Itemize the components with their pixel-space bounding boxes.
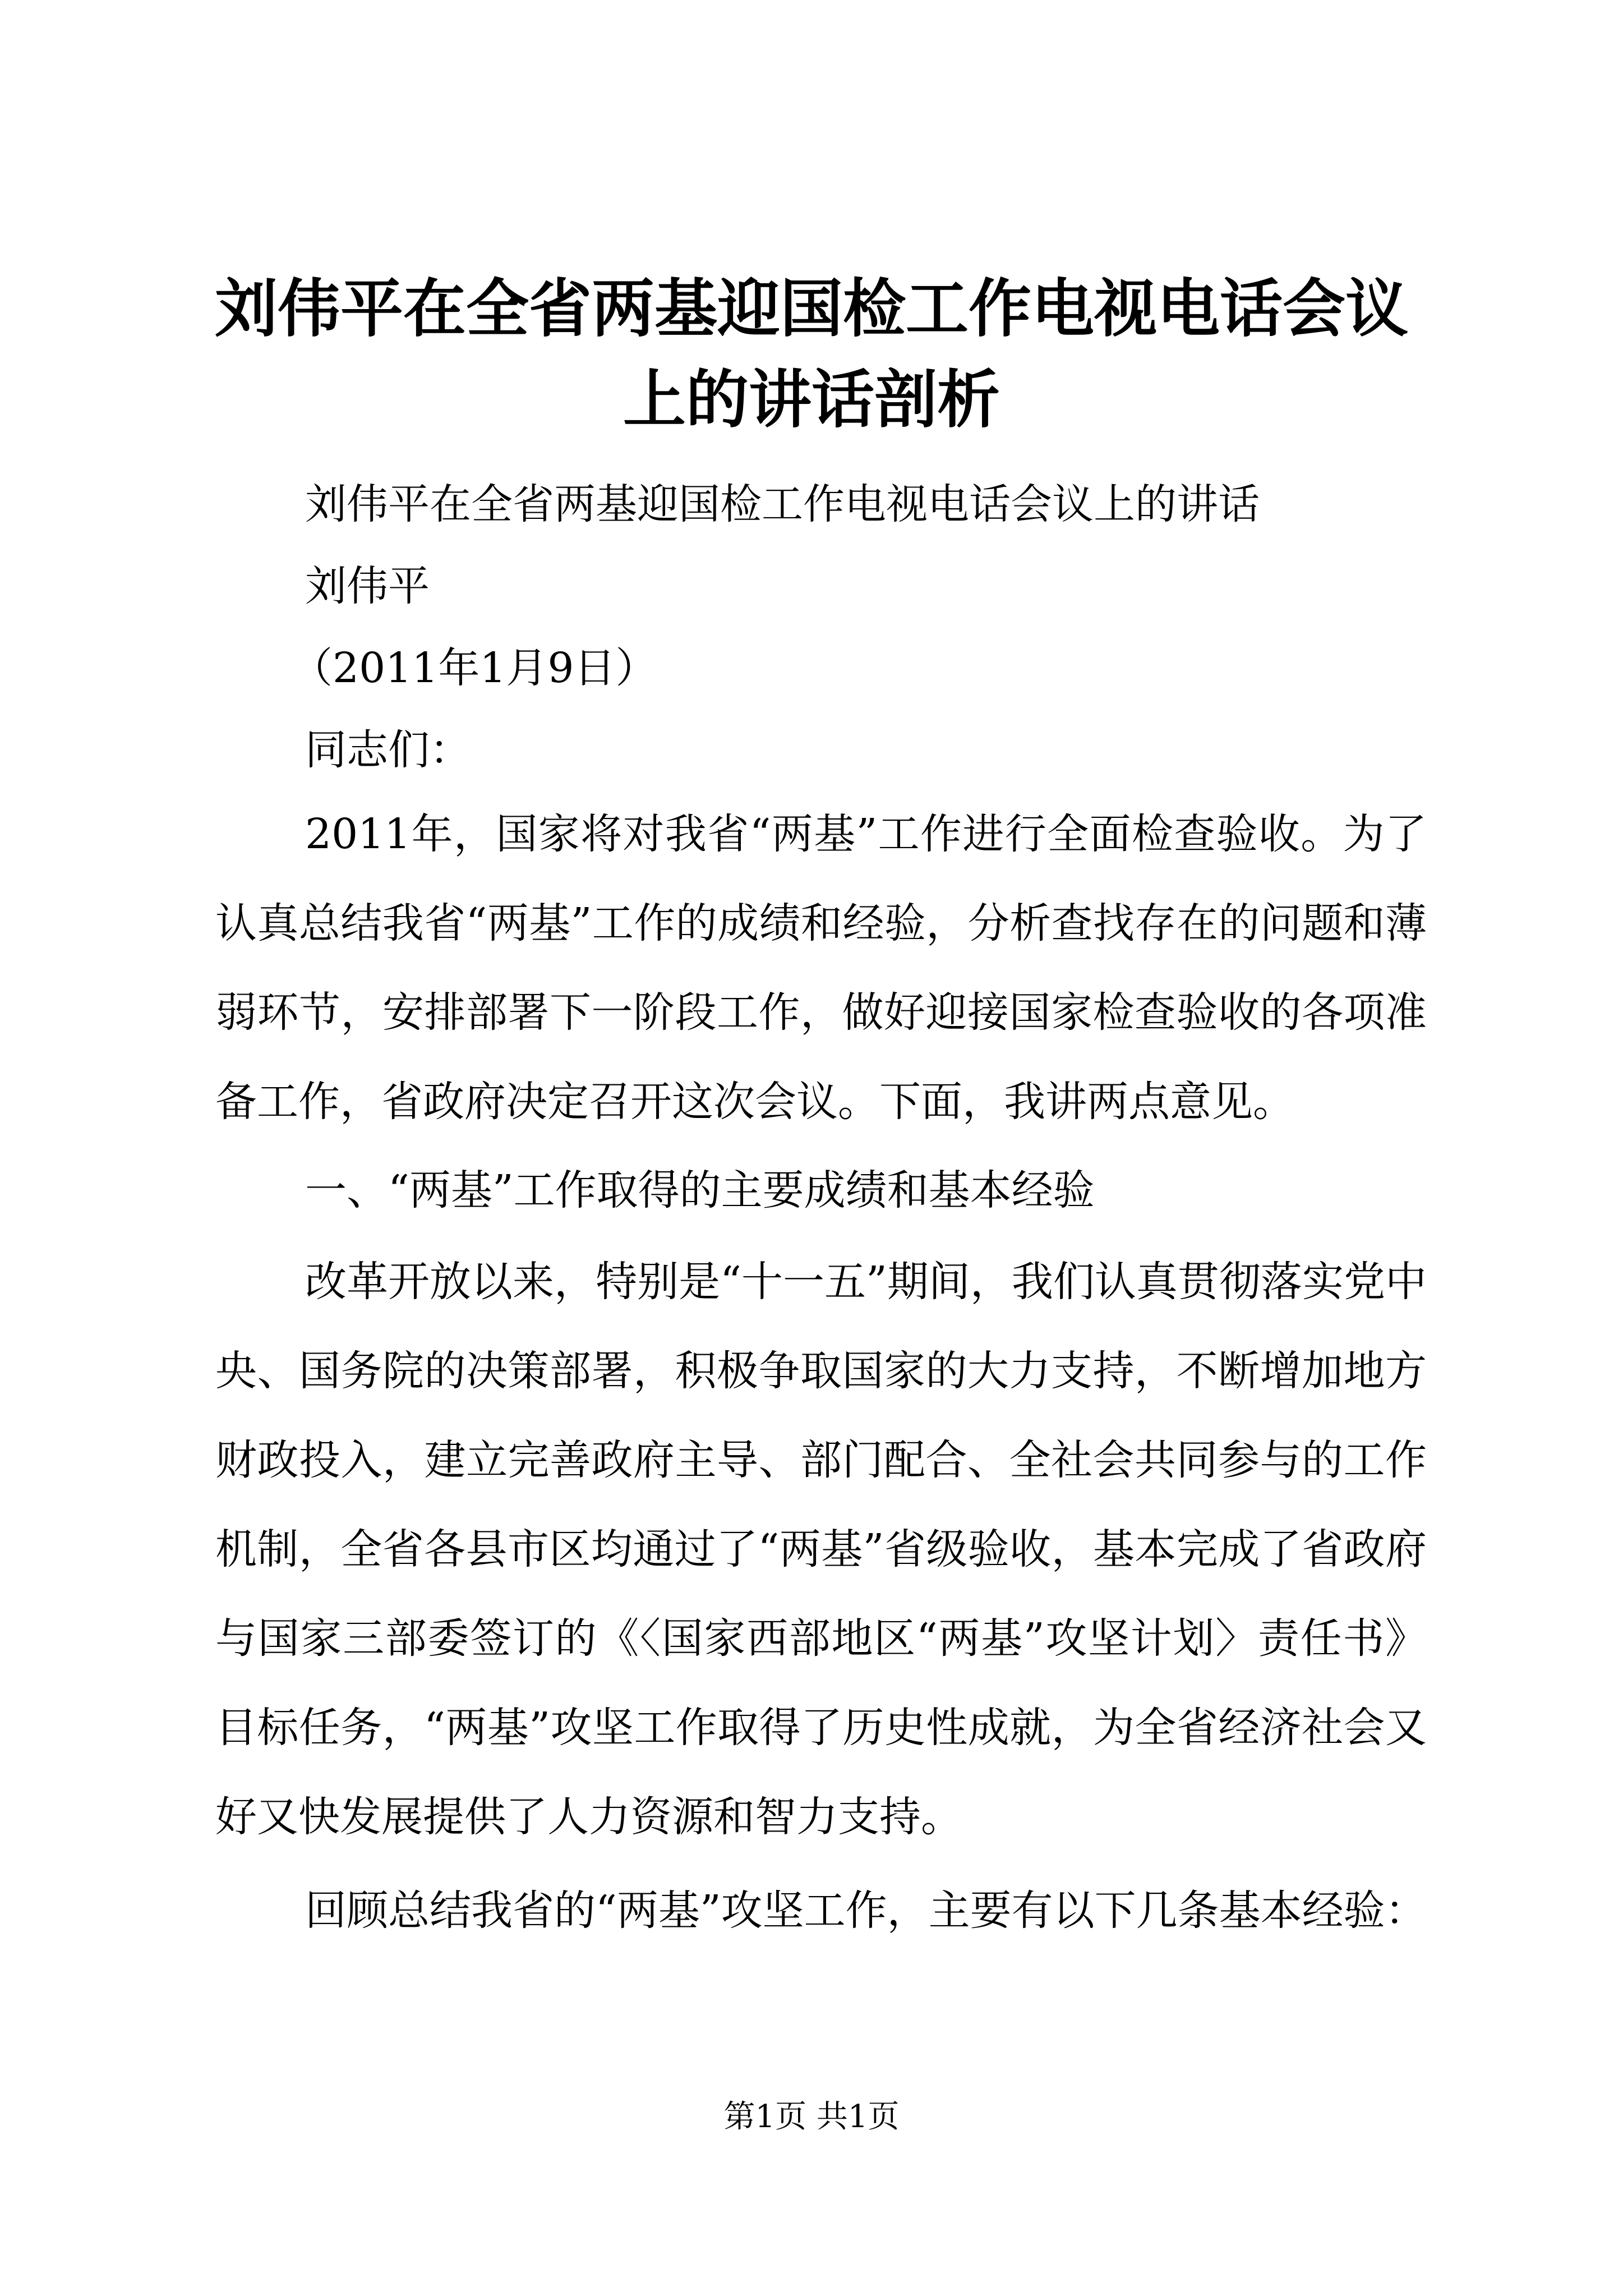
document-body <box>215 467 1427 1955</box>
page-footer: 第1页 共1页 <box>723 2099 900 2135</box>
document-date: （2011年1月9日） <box>291 644 657 692</box>
document-salutation: 同志们： <box>305 726 471 774</box>
paragraph-achievements: 改革开放以来，特别是“十一五”期间，我们认真贯彻落实党中央、国务院的决策部署，积极争取国家的大力支持，不断增加地方财政投入，建立完善政府主导、部门配合、全社会共同参与的工作机制，全省各县市区均通过了“两基”省级验收，基本完成了省政府与国家三部委签订的《〈国家西部地区“两基”攻坚计划〉责任书》目标任务，“两基”攻坚工作取得了历史性成就，为全省经济社会又好又快发展提供了人力资源和智力支持。 <box>215 1258 1427 1841</box>
paragraph-intro: 2011年，国家将对我省“两基”工作进行全面检查验收。为了认真总结我省“两基”工作的成绩和经验，分析查找存在的问题和薄弱环节，安排部署下一阶段工作，做好迎接国家检查验收的各项准备工作，省政府决定召开这次会议。下面，我讲两点意见。 <box>215 810 1427 1126</box>
document-subtitle: 刘伟平在全省两基迎国检工作电视电话会议上的讲话 <box>305 480 1260 528</box>
paragraph-experience-intro: 回顾总结我省的“两基”攻坚工作，主要有以下几条基本经验： <box>305 1887 1427 1935</box>
document-title: 刘伟平在全省两基迎国检工作电视电话会议上的讲话剖析 <box>215 273 1408 436</box>
section-heading-1: 一、“两基”工作取得的主要成绩和基本经验 <box>305 1166 1095 1214</box>
document-author: 刘伟平 <box>305 562 430 610</box>
